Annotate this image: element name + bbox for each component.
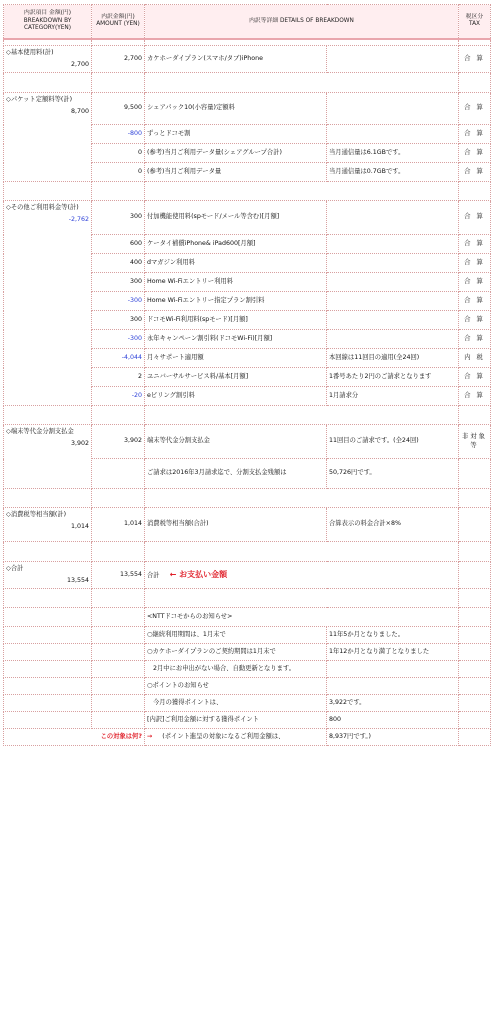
table-row xyxy=(4,93,491,125)
notice-label: ○継続利用期間は、1月末で xyxy=(145,627,327,644)
notice-value xyxy=(327,661,459,678)
detail-cell: 消費税等相当額(合計) xyxy=(145,508,327,542)
notice-row xyxy=(4,627,491,644)
detail-cell: ケータイ補償iPhone& iPad600[月額] xyxy=(145,235,327,254)
amount-cell: 300 xyxy=(92,273,145,292)
tax-cell: 合 算 xyxy=(459,46,491,73)
tax-cell: 内 税 xyxy=(459,349,491,368)
amount-cell: 1,014 xyxy=(92,508,145,542)
notice-value: 8,937円です。) xyxy=(327,729,459,746)
notice-label: [内訳]ご利用金額に対する獲得ポイント xyxy=(145,712,327,729)
note-cell: 合算表示の料金合計×8% xyxy=(327,508,459,542)
notice-row xyxy=(4,644,491,661)
amount-cell: 2 xyxy=(92,368,145,387)
amount-cell: 9,500 xyxy=(92,93,145,125)
note-cell xyxy=(327,311,459,330)
note-cell: 当月通信量は0.7GBです。 xyxy=(327,163,459,182)
notice-label-text: (ポイント進呈の対象になるご利用金額は、 xyxy=(162,732,285,740)
tax-cell xyxy=(459,562,491,589)
notice-value: 800 xyxy=(327,712,459,729)
category-amount: 3,902 xyxy=(70,439,89,447)
note-cell xyxy=(327,273,459,292)
notice-row xyxy=(4,661,491,678)
total-label: 合計 xyxy=(147,571,160,579)
detail-cell: 端末等代金分割支払金 xyxy=(145,425,327,459)
detail-cell: ユニバーサルサービス料/基本[月額] xyxy=(145,368,327,387)
amount-cell: 300 xyxy=(92,201,145,235)
tax-cell: 合 算 xyxy=(459,273,491,292)
category-name: ◇消費税等相当額(計) xyxy=(6,511,67,518)
tax-cell: 合 算 xyxy=(459,93,491,125)
category-cell xyxy=(4,562,92,589)
note-cell xyxy=(327,235,459,254)
header-tax: 税区分 TAX xyxy=(459,5,491,39)
notice-value: 1年12か月となり満了となりました xyxy=(327,644,459,661)
category-name: ◇その他ご利用料金等(計) xyxy=(6,204,79,211)
amount-cell: -300 xyxy=(92,330,145,349)
category-amount: 13,554 xyxy=(66,576,89,584)
category-cell xyxy=(4,46,92,73)
category-amount: 2,700 xyxy=(70,60,89,68)
category-cell xyxy=(4,508,92,542)
detail-cell: カケホーダイプラン(スマホ/タブ)iPhone xyxy=(145,46,327,73)
header-details: 内訳等詳細 DETAILS OF BREAKDOWN xyxy=(145,5,459,39)
tax-cell: 合 算 xyxy=(459,254,491,273)
tax-cell xyxy=(459,459,491,489)
category-name: ◇パケット定額料等(計) xyxy=(6,96,73,103)
amount-cell: 2,700 xyxy=(92,46,145,73)
detail-cell: Home Wi-Fiエントリー利用料 xyxy=(145,273,327,292)
note-cell xyxy=(327,201,459,235)
notice-label: ○カケホーダイプランのご契約期間は1月末で xyxy=(145,644,327,661)
category-cell xyxy=(4,201,92,406)
detail-cell: (参考)当月ご利用データ量 xyxy=(145,163,327,182)
amount-cell: 3,902 xyxy=(92,425,145,459)
notice-row xyxy=(4,678,491,695)
amount-cell: -20 xyxy=(92,387,145,406)
detail-cell: Home Wi-Fiエントリー指定プラン割引料 xyxy=(145,292,327,311)
table-row xyxy=(4,508,491,542)
notice-row xyxy=(4,695,491,712)
note-cell xyxy=(327,292,459,311)
tax-cell: 合 算 xyxy=(459,163,491,182)
detail-cell xyxy=(145,562,459,589)
amount-cell: 0 xyxy=(92,144,145,163)
note-cell xyxy=(327,46,459,73)
tax-cell: 合 算 xyxy=(459,201,491,235)
amount-cell: 300 xyxy=(92,311,145,330)
question-annotation xyxy=(4,729,145,746)
arrow-right-icon: → xyxy=(147,732,153,740)
tax-cell: 合 算 xyxy=(459,311,491,330)
tax-cell: 合 算 xyxy=(459,387,491,406)
note-cell xyxy=(327,330,459,349)
tax-cell: 合 算 xyxy=(459,330,491,349)
notice-title: <NTTドコモからのお知らせ> xyxy=(145,608,459,627)
note-cell: 当月通信量は6.1GBです。 xyxy=(327,144,459,163)
tax-cell: 合 算 xyxy=(459,125,491,144)
detail-cell: dマガジン利用料 xyxy=(145,254,327,273)
amount-cell: 400 xyxy=(92,254,145,273)
table-row xyxy=(4,46,491,73)
payment-amount-callout: ← お支払い金額 xyxy=(169,569,228,579)
detail-cell: ドコモWi-Fi利用料(spモード)[月額] xyxy=(145,311,327,330)
amount-cell xyxy=(92,459,145,489)
detail-cell: シェアパック10(小容量)定額料 xyxy=(145,93,327,125)
table-row xyxy=(4,201,491,235)
notice-label: 今月の獲得ポイントは、 xyxy=(145,695,327,712)
detail-cell: eビリング割引料 xyxy=(145,387,327,406)
note-cell: 1月請求分 xyxy=(327,387,459,406)
detail-cell: ずっとドコモ割 xyxy=(145,125,327,144)
category-amount: 8,700 xyxy=(70,107,89,115)
notice-label xyxy=(145,729,327,746)
table-row xyxy=(4,562,491,589)
note-cell xyxy=(327,125,459,144)
notice-value: 11年5か月となりました。 xyxy=(327,627,459,644)
notice-value: 3,922です。 xyxy=(327,695,459,712)
notice-label: 2月中にお申出がない場合、自動更新となります。 xyxy=(145,661,327,678)
amount-cell: -4,044 xyxy=(92,349,145,368)
notice-row xyxy=(4,608,491,627)
detail-cell: 永年キャンペーン割引料(ドコモWi-Fi)[月額] xyxy=(145,330,327,349)
question-text: この対象は何? xyxy=(100,732,142,740)
tax-cell xyxy=(459,508,491,542)
notice-value xyxy=(327,678,459,695)
note-cell: 50,726円です。 xyxy=(327,459,459,489)
category-amount: -2,762 xyxy=(68,215,89,223)
notice-row xyxy=(4,729,491,746)
category-cell xyxy=(4,425,92,489)
note-cell: 本回線は11回目の適用(全24回) xyxy=(327,349,459,368)
header-category: 内訳項目 金額(円) BREAKDOWN BY CATEGORY(YEN) xyxy=(4,5,92,39)
billing-breakdown-table xyxy=(3,4,491,746)
notice-row xyxy=(4,712,491,729)
note-cell: 11回目のご請求です。(全24回) xyxy=(327,425,459,459)
category-name: ◇端末等代金分割支払金 xyxy=(6,428,74,435)
amount-cell: -800 xyxy=(92,125,145,144)
detail-cell: ご請求は2016年3月請求迄で、分割支払金残額は xyxy=(145,459,327,489)
tax-cell: 合 算 xyxy=(459,368,491,387)
category-cell xyxy=(4,93,92,182)
detail-cell: (参考)当月ご利用データ量(シェアグループ合計) xyxy=(145,144,327,163)
note-cell xyxy=(327,93,459,125)
tax-cell: 合 算 xyxy=(459,144,491,163)
note-cell xyxy=(327,254,459,273)
header-amount: 内訳金額(円) AMOUNT (YEN) xyxy=(92,5,145,39)
note-cell: 1番号あたり2円のご請求となります xyxy=(327,368,459,387)
amount-cell: 0 xyxy=(92,163,145,182)
amount-cell: 13,554 xyxy=(92,562,145,589)
detail-cell: 付加機能使用料(spモード/メール等含む)[月額] xyxy=(145,201,327,235)
amount-cell: -300 xyxy=(92,292,145,311)
detail-cell: 月々サポート適用額 xyxy=(145,349,327,368)
category-name: ◇合計 xyxy=(6,565,24,572)
tax-cell: 合 算 xyxy=(459,235,491,254)
tax-cell: 合 算 xyxy=(459,292,491,311)
category-amount: 1,014 xyxy=(70,522,89,530)
category-name: ◇基本使用料(計) xyxy=(6,49,54,56)
notice-label: ○ポイントのお知らせ xyxy=(145,678,327,695)
tax-cell: 非対象等 xyxy=(459,425,491,459)
amount-cell: 600 xyxy=(92,235,145,254)
table-row xyxy=(4,425,491,459)
